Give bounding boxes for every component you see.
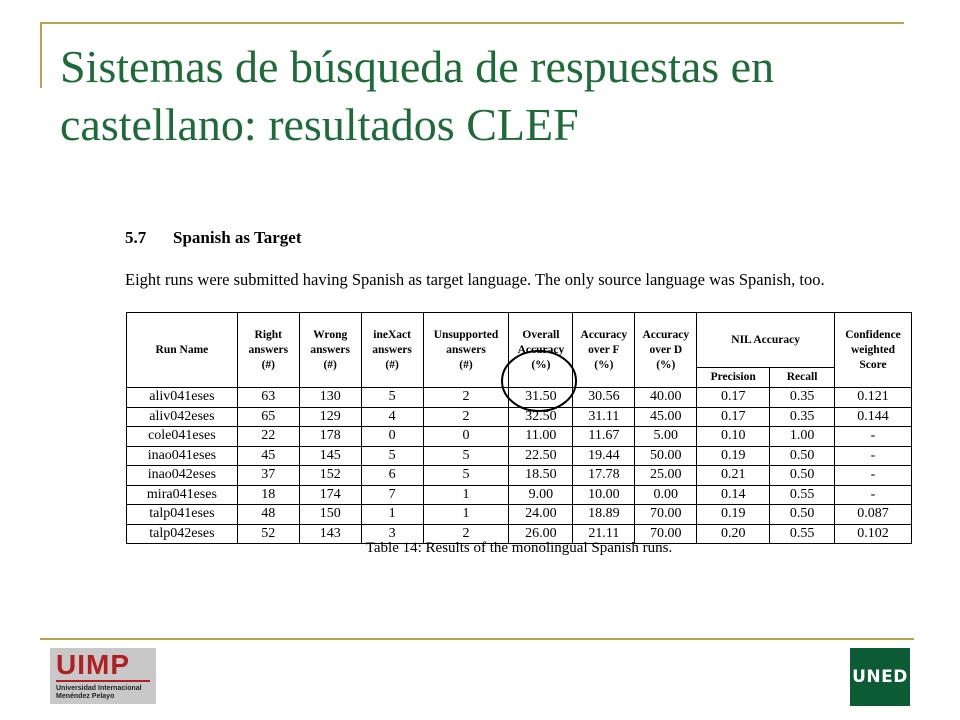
table-cell: 22.50: [509, 446, 573, 466]
table-cell: 70.00: [635, 505, 697, 525]
table-cell: 0.121: [835, 388, 912, 408]
uimp-logo-line2: Menéndez Pelayo: [56, 693, 115, 700]
table-cell: 0.50: [770, 505, 835, 525]
table-cell: 0.19: [697, 505, 770, 525]
table-cell: 0.144: [835, 407, 912, 427]
table-row: [127, 485, 912, 505]
table-cell: 6: [361, 466, 423, 486]
table-cell: 150: [299, 505, 361, 525]
table-cell: 178: [299, 427, 361, 447]
table-cell: 0.20: [697, 524, 770, 544]
table-cell: 7: [361, 485, 423, 505]
table-cell: 0.50: [770, 446, 835, 466]
table-cell: 30.56: [573, 388, 635, 408]
table-cell: 0: [423, 427, 509, 447]
table-cell: 45: [237, 446, 299, 466]
table-cell: 37: [237, 466, 299, 486]
table-cell: 25.00: [635, 466, 697, 486]
table-row: [127, 427, 912, 447]
table-cell: 129: [299, 407, 361, 427]
table-cell: -: [835, 485, 912, 505]
table-cell: 0: [361, 427, 423, 447]
table-cell: 21.11: [573, 524, 635, 544]
table-cell: 0.17: [697, 388, 770, 408]
table-cell: 0.10: [697, 427, 770, 447]
table-cell: 26.00: [509, 524, 573, 544]
table-cell: 50.00: [635, 446, 697, 466]
table-cell: 52: [237, 524, 299, 544]
uned-logo: UNED: [850, 648, 910, 706]
table-caption: Table 14: Results of the monolingual Spanish runs.: [365, 540, 673, 556]
table-cell: 5: [361, 388, 423, 408]
table-cell: inao042eses: [127, 466, 238, 486]
table-cell: 45.00: [635, 407, 697, 427]
table-cell: 2: [423, 407, 509, 427]
intro-paragraph: Eight runs were submitted having Spanish as target language. The only source language was Spanish, too.: [125, 270, 825, 289]
table-cell: 24.00: [509, 505, 573, 525]
top-rule: [40, 22, 904, 24]
table-cell: 18: [237, 485, 299, 505]
table-cell: aliv041eses: [127, 388, 238, 408]
table-cell: 0.087: [835, 505, 912, 525]
section-heading: [125, 228, 302, 248]
table-cell: talp042eses: [127, 524, 238, 544]
table-cell: 9.00: [509, 485, 573, 505]
table-cell: 143: [299, 524, 361, 544]
table-cell: 0.17: [697, 407, 770, 427]
table-cell: talp041eses: [127, 505, 238, 525]
table-cell: 1: [361, 505, 423, 525]
table-cell: 19.44: [573, 446, 635, 466]
table-cell: 0.19: [697, 446, 770, 466]
table-cell: -: [835, 427, 912, 447]
table-cell: 5: [361, 446, 423, 466]
table-cell: 0.55: [770, 524, 835, 544]
highlight-circle: [500, 349, 578, 413]
uimp-logo-bar: [56, 680, 150, 682]
table-cell: 65: [237, 407, 299, 427]
section-number: 5.7: [125, 228, 147, 247]
uimp-logo-text: UIMP: [56, 649, 130, 680]
table-cell: 0.55: [770, 485, 835, 505]
table-cell: 0.14: [697, 485, 770, 505]
table-cell: 152: [299, 466, 361, 486]
table-cell: 5: [423, 466, 509, 486]
uimp-logo: [50, 648, 156, 704]
header-run-name: Run Name: [127, 313, 238, 388]
table-cell: 18.50: [509, 466, 573, 486]
header-inexact: ineXact answers (#): [361, 313, 423, 388]
table-cell: 2: [423, 388, 509, 408]
table-cell: 63: [237, 388, 299, 408]
table-cell: 48: [237, 505, 299, 525]
table-cell: 5.00: [635, 427, 697, 447]
header-wrong: Wrong answers (#): [299, 313, 361, 388]
table-cell: 0.00: [635, 485, 697, 505]
table-cell: 10.00: [573, 485, 635, 505]
table-cell: 0.50: [770, 466, 835, 486]
section-title: Spanish as Target: [173, 228, 302, 247]
table-cell: cole041eses: [127, 427, 238, 447]
table-cell: 174: [299, 485, 361, 505]
results-table: [126, 312, 912, 544]
bottom-rule: [40, 638, 914, 640]
table-cell: inao041eses: [127, 446, 238, 466]
table-cell: 0.102: [835, 524, 912, 544]
table-cell: 1: [423, 485, 509, 505]
table-cell: 70.00: [635, 524, 697, 544]
table-cell: 17.78: [573, 466, 635, 486]
table-cell: 40.00: [635, 388, 697, 408]
table-cell: 0.21: [697, 466, 770, 486]
table-cell: 0.35: [770, 388, 835, 408]
table-cell: 11.00: [509, 427, 573, 447]
table-cell: 2: [423, 524, 509, 544]
header-precision: Precision: [697, 368, 770, 388]
header-confidence-score: Confidence weighted Score: [835, 313, 912, 388]
table-cell: 31.11: [573, 407, 635, 427]
slide-title: Sistemas de búsqueda de respuestas en castellano: resultados CLEF: [60, 41, 775, 150]
uimp-logo-line1: Universidad Internacional: [56, 685, 142, 692]
header-overall-accuracy: Overall Accuracy (%): [509, 313, 573, 388]
header-recall: Recall: [770, 368, 835, 388]
table-cell: 1: [423, 505, 509, 525]
table-row: [127, 446, 912, 466]
table-cell: 31.50: [509, 388, 573, 408]
table-cell: 4: [361, 407, 423, 427]
table-cell: 22: [237, 427, 299, 447]
header-accuracy-f: Accuracy over F (%): [573, 313, 635, 388]
table-cell: 0.35: [770, 407, 835, 427]
left-rule: [40, 22, 42, 88]
table-cell: 32.50: [509, 407, 573, 427]
table-cell: -: [835, 466, 912, 486]
table-row: [127, 466, 912, 486]
table-cell: -: [835, 446, 912, 466]
header-unsupported: Unsupported answers (#): [423, 313, 509, 388]
table-cell: 5: [423, 446, 509, 466]
table-row: [127, 505, 912, 525]
header-nil-accuracy: NIL Accuracy: [697, 313, 835, 368]
table-cell: 1.00: [770, 427, 835, 447]
table-cell: 145: [299, 446, 361, 466]
header-right: Right answers (#): [237, 313, 299, 388]
table-cell: 3: [361, 524, 423, 544]
header-accuracy-d: Accuracy over D (%): [635, 313, 697, 388]
table-cell: 18.89: [573, 505, 635, 525]
table-cell: mira041eses: [127, 485, 238, 505]
table-cell: aliv042eses: [127, 407, 238, 427]
table-cell: 130: [299, 388, 361, 408]
table-cell: 11.67: [573, 427, 635, 447]
